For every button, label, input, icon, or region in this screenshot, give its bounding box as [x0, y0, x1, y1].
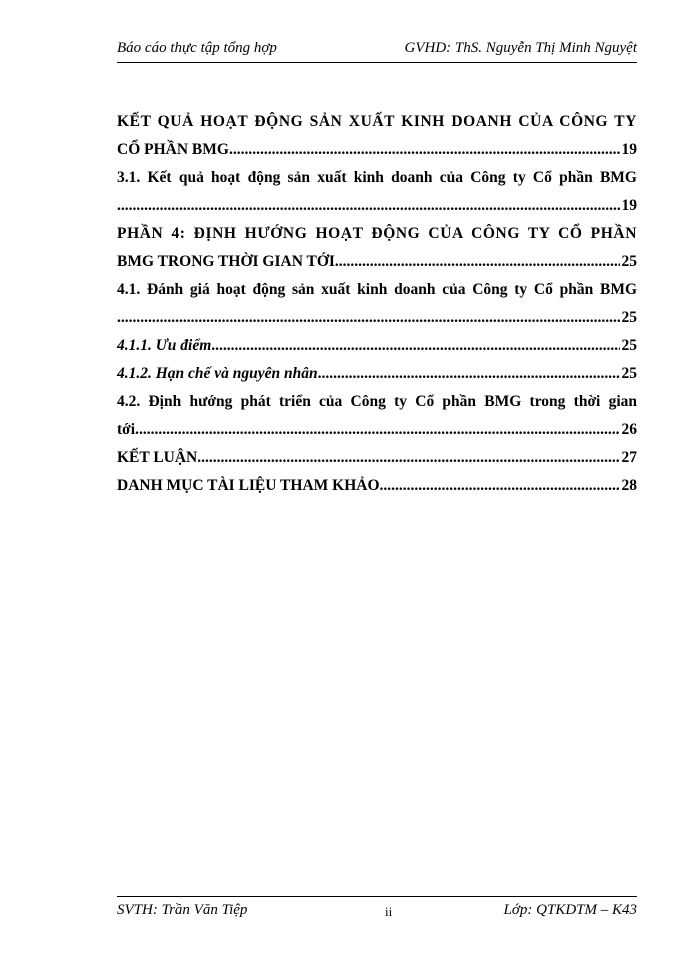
dot-leader — [335, 248, 620, 276]
page-number: 25 — [621, 337, 637, 354]
toc-entry-ket-qua[interactable] — [117, 108, 637, 164]
page-number: 25 — [621, 309, 637, 326]
toc-entry-text-cont: BMG TRONG THỜI GIAN TỚI — [117, 253, 335, 270]
table-of-contents — [117, 108, 637, 500]
page-number: 19 — [621, 141, 637, 158]
toc-entry-text: 4.1. Đánh giá hoạt động sản xuất kinh doanh của Công ty Cổ phần BMG — [117, 281, 637, 298]
toc-entry-text: 4.2. Định hướng phát triển của Công ty Cổ phần BMG trong thời gian — [117, 393, 637, 410]
toc-entry-ket-luan[interactable] — [117, 444, 637, 472]
page-number: 26 — [621, 421, 637, 438]
toc-entry-4-1-1[interactable] — [117, 332, 637, 360]
dot-leader — [229, 136, 620, 164]
toc-entry-phan-4[interactable] — [117, 220, 637, 276]
page-footer — [117, 896, 637, 921]
header-supervisor: GVHD: ThS. Nguyễn Thị Minh Nguyệt — [404, 40, 637, 56]
toc-entry-text: KẾT QUẢ HOẠT ĐỘNG SẢN XUẤT KINH DOANH CỦA CÔNG TY — [117, 113, 637, 130]
toc-entry-tai-lieu[interactable] — [117, 472, 637, 500]
toc-entry-text: KẾT LUẬN — [117, 449, 198, 466]
page-number: 25 — [621, 365, 637, 382]
dot-leader — [211, 332, 619, 360]
footer-page-number: ii — [385, 904, 393, 919]
footer-student: SVTH: Trần Văn Tiệp — [117, 902, 248, 918]
toc-entry-text-cont: tới. — [117, 421, 139, 438]
toc-entry-4-1-2[interactable] — [117, 360, 637, 388]
page-number: 19 — [621, 197, 637, 214]
page-header — [117, 38, 637, 63]
dot-leader — [197, 444, 619, 472]
dot-leader — [139, 416, 620, 444]
page-number: 25 — [621, 253, 637, 270]
page-number: 27 — [621, 449, 637, 466]
dot-leader — [117, 304, 620, 332]
toc-entry-text: 4.1.1. Ưu điểm — [117, 337, 212, 354]
toc-entry-text: DANH MỤC TÀI LIỆU THAM KHẢO — [117, 477, 380, 494]
dot-leader — [380, 472, 620, 500]
footer-class: Lớp: QTKDTM – K43 — [503, 902, 637, 918]
toc-entry-text: 3.1. Kết quả hoạt động sản xuất kinh doanh của Công ty Cổ phần BMG — [117, 169, 637, 186]
dot-leader — [318, 360, 620, 388]
page-number: 28 — [621, 477, 637, 494]
toc-entry-4-2[interactable] — [117, 388, 637, 444]
header-report-title: Báo cáo thực tập tổng hợp — [117, 40, 277, 56]
toc-entry-text-cont: CỔ PHẦN BMG — [117, 141, 229, 158]
dot-leader — [117, 192, 620, 220]
toc-entry-text: PHẦN 4: ĐỊNH HƯỚNG HOẠT ĐỘNG CỦA CÔNG TY CỔ PHẦN — [117, 225, 637, 242]
toc-entry-4-1[interactable] — [117, 276, 637, 332]
toc-entry-text: 4.1.2. Hạn chế và nguyên nhân — [117, 365, 318, 382]
toc-entry-3-1[interactable] — [117, 164, 637, 220]
